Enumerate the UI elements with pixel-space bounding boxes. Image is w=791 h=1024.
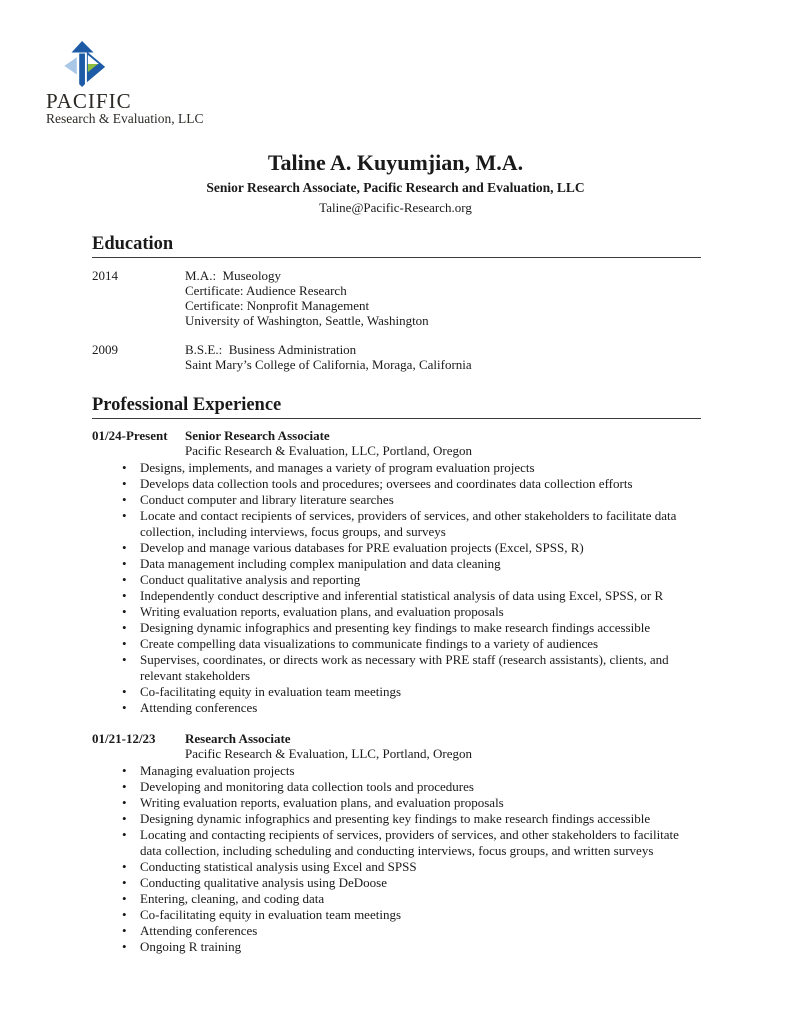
bullet-item xyxy=(122,923,701,939)
bullet-dot-icon: • xyxy=(122,507,127,523)
bullet-text: Attending conferences xyxy=(140,699,258,715)
bullet-dot-icon: • xyxy=(122,858,127,874)
bullet-item xyxy=(122,620,701,636)
resume-body xyxy=(92,233,701,955)
bullet-text: Data management including complex manipulation and data cleaning xyxy=(140,555,501,571)
bullet-item xyxy=(122,811,701,827)
logo-wordmark: PACIFIC xyxy=(46,89,132,113)
bullet-dot-icon: • xyxy=(122,874,127,890)
bullet-item xyxy=(122,763,701,779)
resume-header xyxy=(0,150,791,216)
bullet-item xyxy=(122,460,701,476)
job-organization: Pacific Research & Evaluation, LLC, Portland, Oregon xyxy=(185,443,473,459)
job-entry xyxy=(92,731,701,955)
education-detail-line: Certificate: Audience Research xyxy=(185,282,347,298)
bullet-dot-icon: • xyxy=(122,762,127,778)
bullet-item xyxy=(122,907,701,923)
bullet-text: Conduct computer and library literature searches xyxy=(140,491,394,507)
bullet-item xyxy=(122,492,701,508)
person-name: Taline A. Kuyumjian, M.A. xyxy=(267,150,524,175)
bullet-dot-icon: • xyxy=(122,890,127,906)
logo-subtitle: Research & Evaluation, LLC xyxy=(46,111,204,126)
bullet-text: Attending conferences xyxy=(140,922,258,938)
bullet-dot-icon: • xyxy=(122,459,127,475)
bullet-item xyxy=(122,604,701,620)
bullet-dot-icon: • xyxy=(122,539,127,555)
bullet-item xyxy=(122,556,701,572)
job-title: Senior Research Associate xyxy=(185,427,330,443)
bullet-text: Co-facilitating equity in evaluation team meetings xyxy=(140,683,402,699)
education-details xyxy=(185,342,701,372)
education-detail-line: M.A.: Museology xyxy=(185,267,282,283)
bullet-text: Developing and monitoring data collection tools and procedures xyxy=(140,778,474,794)
education-year: 2014 xyxy=(92,267,118,283)
bullet-item xyxy=(122,540,701,556)
bullet-dot-icon: • xyxy=(122,810,127,826)
education-entry xyxy=(92,342,701,372)
education-details xyxy=(185,268,701,328)
bullet-dot-icon: • xyxy=(122,635,127,651)
bullet-text: Conduct qualitative analysis and reporting xyxy=(140,571,361,587)
education-section xyxy=(92,233,701,372)
job-title: Research Associate xyxy=(185,730,291,746)
bullet-item xyxy=(122,939,701,955)
bullet-text: Designing dynamic infographics and presenting key findings to make research findings accessible xyxy=(140,619,651,635)
bullet-dot-icon: • xyxy=(122,475,127,491)
bullet-item xyxy=(122,636,701,652)
bullet-text: Conducting statistical analysis using Excel and SPSS xyxy=(140,858,417,874)
bullet-dot-icon: • xyxy=(122,826,127,842)
bullet-item xyxy=(122,891,701,907)
section-heading-education: Education xyxy=(92,233,701,258)
job-bullet-list xyxy=(92,460,701,716)
job-header xyxy=(92,428,701,444)
bullet-item xyxy=(122,652,701,684)
bullet-text: Locating and contacting recipients of services, providers of services, and other stakeholders to facilitate data collection, including scheduling and conducting interviews, focus groups, and written surveys xyxy=(140,826,679,858)
bullet-dot-icon: • xyxy=(122,619,127,635)
bullet-item xyxy=(122,827,701,859)
job-organization: Pacific Research & Evaluation, LLC, Portland, Oregon xyxy=(185,746,473,762)
bullet-text: Locate and contact recipients of services, providers of services, and other stakeholders to facilitate data collection, including interviews, focus groups, and surveys xyxy=(140,507,677,539)
section-heading-experience: Professional Experience xyxy=(92,394,701,419)
bullet-dot-icon: • xyxy=(122,491,127,507)
experience-section xyxy=(92,394,701,955)
bullet-item xyxy=(122,572,701,588)
bullet-dot-icon: • xyxy=(122,778,127,794)
education-detail-line: University of Washington, Seattle, Washington xyxy=(185,312,429,328)
bullet-dot-icon: • xyxy=(122,651,127,667)
bullet-item xyxy=(122,779,701,795)
person-title: Senior Research Associate, Pacific Research and Evaluation, LLC xyxy=(206,180,585,196)
job-dates: 01/24-Present xyxy=(92,427,168,443)
bullet-text: Develop and manage various databases for PRE evaluation projects (Excel, SPSS, R) xyxy=(140,539,584,555)
person-email: Taline@Pacific-Research.org xyxy=(319,199,472,215)
bullet-dot-icon: • xyxy=(122,571,127,587)
bullet-text: Writing evaluation reports, evaluation plans, and evaluation proposals xyxy=(140,794,504,810)
bullet-text: Ongoing R training xyxy=(140,938,242,954)
bullet-text: Supervises, coordinates, or directs work as necessary with PRE staff (research assistants), clients, and relevant stakeholders xyxy=(140,651,669,683)
bullet-dot-icon: • xyxy=(122,794,127,810)
bullet-text: Writing evaluation reports, evaluation plans, and evaluation proposals xyxy=(140,603,504,619)
bullet-item xyxy=(122,684,701,700)
job-bullet-list xyxy=(92,763,701,955)
bullet-text: Create compelling data visualizations to communicate findings to a variety of audiences xyxy=(140,635,599,651)
bullet-dot-icon: • xyxy=(122,587,127,603)
job-entry xyxy=(92,428,701,716)
education-year: 2009 xyxy=(92,341,118,357)
bullet-item xyxy=(122,476,701,492)
bullet-dot-icon: • xyxy=(122,603,127,619)
bullet-dot-icon: • xyxy=(122,938,127,954)
bullet-dot-icon: • xyxy=(122,906,127,922)
logo-icon xyxy=(60,38,108,90)
bullet-text: Co-facilitating equity in evaluation team meetings xyxy=(140,906,402,922)
bullet-dot-icon: • xyxy=(122,555,127,571)
bullet-dot-icon: • xyxy=(122,699,127,715)
job-header xyxy=(92,731,701,747)
bullet-dot-icon: • xyxy=(122,683,127,699)
bullet-item xyxy=(122,588,701,604)
bullet-dot-icon: • xyxy=(122,922,127,938)
education-detail-line: B.S.E.: Business Administration xyxy=(185,341,357,357)
bullet-text: Conducting qualitative analysis using DeDoose xyxy=(140,874,387,890)
bullet-text: Designs, implements, and manages a variety of program evaluation projects xyxy=(140,459,535,475)
education-detail-line: Certificate: Nonprofit Management xyxy=(185,297,370,313)
company-logo xyxy=(0,0,791,126)
bullet-text: Designing dynamic infographics and presenting key findings to make research findings accessible xyxy=(140,810,651,826)
bullet-text: Develops data collection tools and procedures; oversees and coordinates data collection efforts xyxy=(140,475,633,491)
bullet-text: Managing evaluation projects xyxy=(140,762,295,778)
bullet-text: Independently conduct descriptive and inferential statistical analysis of data using Excel, SPSS, or R xyxy=(140,587,664,603)
bullet-item xyxy=(122,700,701,716)
education-entry xyxy=(92,268,701,328)
bullet-text: Entering, cleaning, and coding data xyxy=(140,890,325,906)
bullet-item xyxy=(122,795,701,811)
bullet-item xyxy=(122,508,701,540)
bullet-item xyxy=(122,875,701,891)
job-dates: 01/21-12/23 xyxy=(92,730,156,746)
education-detail-line: Saint Mary’s College of California, Moraga, California xyxy=(185,356,472,372)
bullet-item xyxy=(122,859,701,875)
